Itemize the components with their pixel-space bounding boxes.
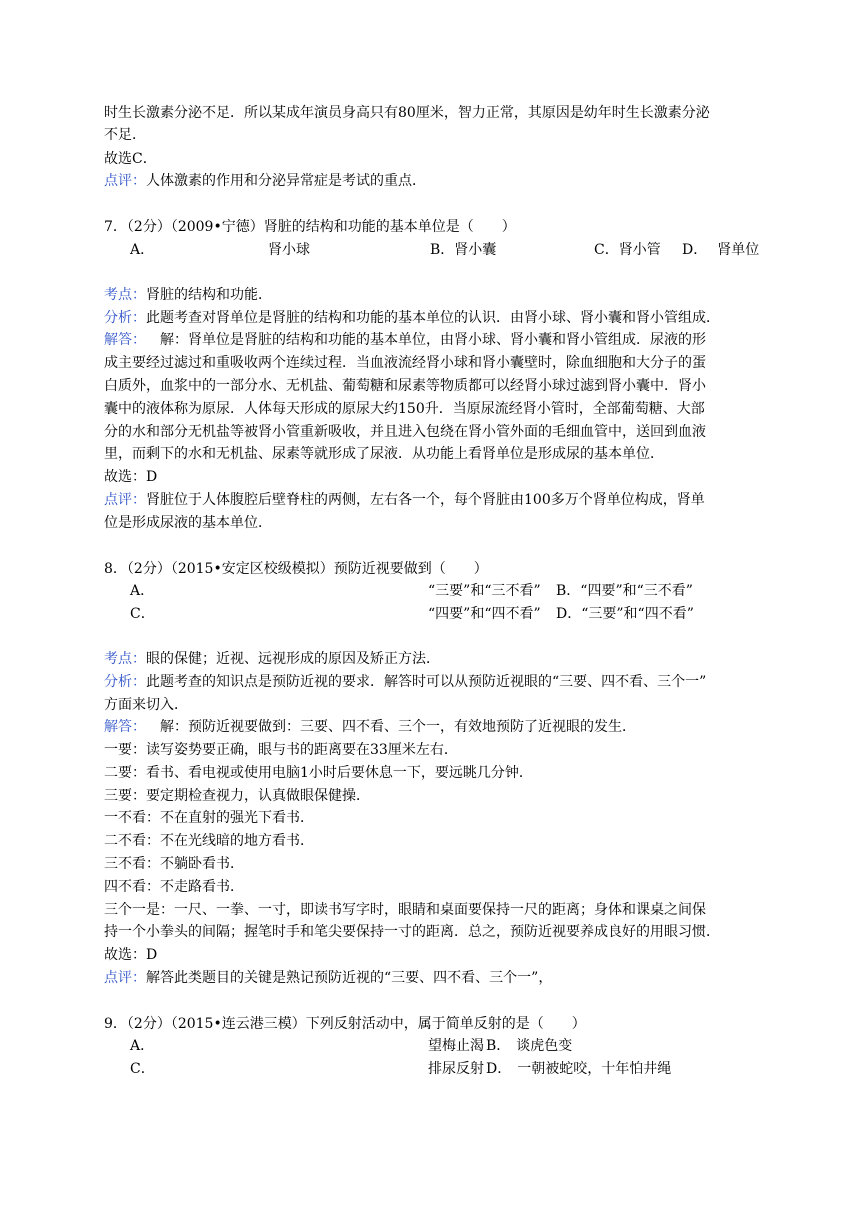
question-8-stem: 8．（2分）（2015•安定区校级模拟）预防近视要做到（ ）	[104, 561, 488, 577]
q7-option-d-letter: D．	[682, 242, 708, 258]
dianping-label: 点评：	[104, 492, 146, 508]
text-line: 二不看：不在光线暗的地方看书．	[104, 833, 314, 849]
fenxi-text: 此题考查的知识点是预防近视的要求．解答时可以从预防近视眼的“三要、四不看、三个一”	[146, 674, 707, 690]
jieda-label: 解答：	[104, 719, 146, 735]
jieda-text: 解：预防近视要做到：三要、四不看、三个一，有效地预防了近视眼的发生．	[160, 719, 636, 735]
dianping-text: 解答此类题目的关键是熟记预防近视的“三要、四不看、三个一”，	[146, 970, 553, 986]
q7-option-d-text: 肾单位	[717, 242, 760, 258]
q8-option-b	[556, 581, 693, 601]
q9-option-d	[486, 1059, 671, 1079]
answer-line: 故选：D	[104, 947, 158, 963]
q7-option-b-letter: B．	[430, 242, 455, 258]
q8-dianping	[104, 968, 764, 988]
q8-fenxi	[104, 672, 764, 692]
question-9-stem: 9．（2分）（2015•连云港三模）下列反射活动中，属于简单反射的是（ ）	[104, 1016, 586, 1032]
q8-kaodian	[104, 649, 764, 669]
q7-option-c-text: 肾小管	[618, 242, 661, 258]
q9-option-b	[486, 1036, 572, 1056]
q8-jieda	[104, 717, 764, 737]
fenxi-label: 分析：	[104, 674, 146, 690]
text-line: 里，而剩下的水和无机盐、尿素等就形成了尿液．从功能上看肾单位是形成尿的基本单位．	[104, 446, 664, 462]
q7-fenxi	[104, 308, 764, 328]
q9-option-a-text: 望梅止渴	[428, 1038, 484, 1054]
kaodian-label: 考点：	[104, 287, 146, 303]
q8-option-b-letter: B．	[556, 583, 581, 599]
kaodian-text: 肾脏的结构和功能．	[146, 287, 272, 303]
q7-option-c	[594, 240, 661, 260]
q8-option-a-letter: A．	[130, 583, 155, 599]
text-line: 故选C．	[104, 151, 157, 167]
text-line: 位是形成尿液的基本单位．	[104, 515, 272, 531]
q7-option-c-letter: C．	[594, 242, 619, 258]
jieda-text: 解：肾单位是肾脏的结构和功能的基本单位，由肾小球、肾小囊和肾小管组成．尿液的形	[160, 332, 706, 348]
text-line: 囊中的液体称为原尿．人体每天形成的原尿大约150升．当原尿流经肾小管时，全部葡萄糖、大部	[104, 401, 705, 417]
text-line: 一要：读写姿势要正确，眼与书的距离要在33厘米左右．	[104, 742, 458, 758]
q7-kaodian	[104, 285, 764, 305]
question-7-stem: 7．（2分）（2009•宁德）肾脏的结构和功能的基本单位是（ ）	[104, 219, 516, 235]
q8-option-a-text: “三要”和“三不看”	[428, 583, 541, 599]
q9-option-c-letter: C．	[130, 1061, 155, 1077]
q7-option-a-letter: A．	[130, 242, 155, 258]
text-line: 不足．	[104, 127, 146, 143]
kaodian-text: 眼的保健；近视、远视形成的原因及矫正方法．	[146, 651, 440, 667]
q9-option-d-text: 一朝被蛇咬，十年怕井绳	[517, 1061, 672, 1077]
q9-option-b-letter: B．	[486, 1038, 511, 1054]
text-line: 持一个小拳头的间隔；握笔时手和笔尖要保持一寸的距离．总之，预防近视要养成良好的用眼习惯．	[104, 924, 720, 940]
q7-option-b	[430, 240, 496, 260]
q7-dianping	[104, 490, 764, 510]
text-line: 二要：看书、看电视或使用电脑1小时后要休息一下，要远眺几分钟．	[104, 765, 533, 781]
q8-option-c-text: “四要”和“四不看”	[428, 606, 541, 622]
q7-option-a-text: 肾小球	[268, 242, 310, 258]
kaodian-label: 考点：	[104, 651, 146, 667]
text-line: 三不看：不躺卧看书．	[104, 856, 244, 872]
q7-option-d	[682, 240, 759, 260]
q8-option-c-letter: C．	[130, 606, 155, 622]
q8-option-d-text: “三要”和“四不看”	[581, 606, 694, 622]
comment-label: 点评：	[104, 173, 146, 189]
dianping-text: 肾脏位于人体腹腔后壁脊柱的两侧，左右各一个，每个肾脏由100多万个肾单位构成，肾单	[146, 492, 705, 508]
q8-option-b-text: “四要”和“三不看”	[580, 583, 693, 599]
text-line: 时生长激素分泌不足．所以某成年演员身高只有80厘米，智力正常，其原因是幼年时生长激素分泌	[104, 105, 710, 121]
text-line: 三要：要定期检查视力，认真做眼保健操．	[104, 788, 370, 804]
q9-option-b-text: 谈虎色变	[516, 1038, 573, 1054]
answer-line: 故选：D	[104, 469, 158, 485]
text-line: 白质外，血浆中的一部分水、无机盐、葡萄糖和尿素等物质都可以经肾小球过滤到肾小囊中．肾小	[104, 378, 706, 394]
text-line: 四不看：不走路看书．	[104, 879, 244, 895]
q8-option-d	[556, 604, 694, 624]
text-line: 分的水和部分无机盐等被肾小管重新吸收，并且进入包绕在肾小管外面的毛细血管中，送回到血液	[104, 424, 706, 440]
comment-text: 人体激素的作用和分泌异常症是考试的重点．	[146, 173, 426, 189]
q7-jieda	[104, 330, 764, 350]
comment-line	[104, 171, 764, 191]
text-line: 成主要经过滤过和重吸收两个连续过程．当血液流经肾小球和肾小囊壁时，除血细胞和大分子的蛋	[104, 355, 706, 371]
q9-option-a-letter: A．	[130, 1038, 155, 1054]
text-line: 三个一是：一尺、一拳、一寸，即读书写字时，眼睛和桌面要保持一尺的距离；身体和课桌之间保	[104, 902, 706, 918]
fenxi-label: 分析：	[104, 310, 146, 326]
fenxi-text: 此题考查对肾单位是肾脏的结构和功能的基本单位的认识．由肾小球、肾小囊和肾小管组成．	[146, 310, 720, 326]
q7-option-b-text: 肾小囊	[454, 242, 497, 258]
text-line: 一不看：不在直射的强光下看书．	[104, 810, 314, 826]
q9-option-d-letter: D．	[486, 1061, 512, 1077]
q9-option-c-text: 排尿反射	[428, 1061, 484, 1077]
jieda-label: 解答：	[104, 332, 146, 348]
dianping-label: 点评：	[104, 970, 146, 986]
text-line: 方面来切入．	[104, 697, 188, 713]
q8-option-d-letter: D．	[556, 606, 582, 622]
